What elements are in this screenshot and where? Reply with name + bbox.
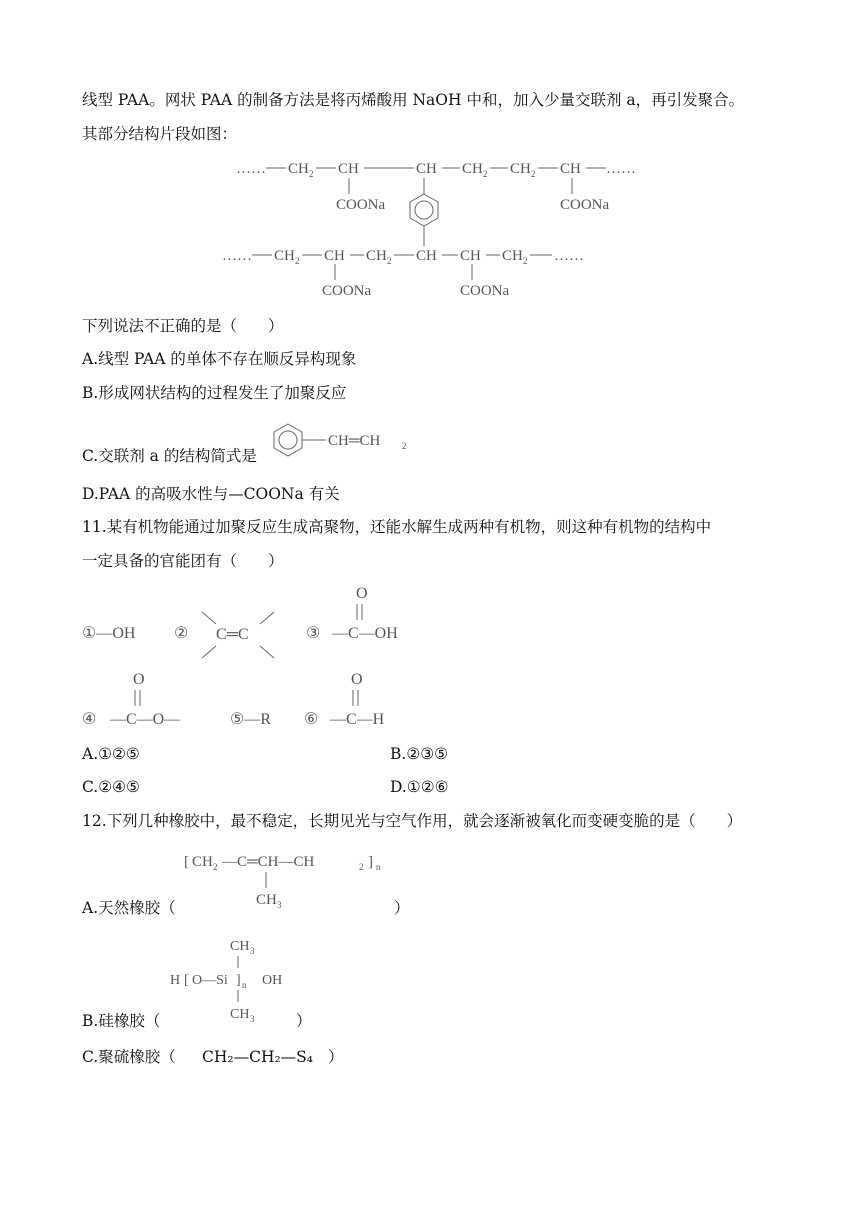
svg-text:2: 2 <box>402 441 407 451</box>
svg-text:CH: CH <box>288 161 309 177</box>
svg-text:CH: CH <box>274 248 295 264</box>
svg-text:[: [ <box>184 854 189 870</box>
q10-option-d: D.PAA 的高吸水性与—COONa 有关 <box>82 485 340 503</box>
svg-text:CH: CH <box>460 248 481 264</box>
q12-stem: 12.下列几种橡胶中，最不稳定，长期见光与空气作用，就会逐渐被氧化而变硬变脆的是（ ） <box>82 812 743 830</box>
svg-text:—C—OH: —C—OH <box>332 625 398 642</box>
svg-text:CH: CH <box>462 161 483 177</box>
q11-stem-line-2: 一定具备的官能团有（ ） <box>82 552 284 570</box>
svg-text:O: O <box>351 671 363 688</box>
svg-text:2: 2 <box>309 169 314 179</box>
svg-text:2: 2 <box>213 862 218 872</box>
svg-text:—C—O—: —C—O— <box>110 711 181 728</box>
svg-text:⑥: ⑥ <box>304 711 319 728</box>
svg-text:2: 2 <box>295 256 300 266</box>
svg-text:O: O <box>356 585 368 602</box>
svg-text:H: H <box>170 973 181 988</box>
svg-text:⑤—R: ⑤—R <box>230 711 272 728</box>
svg-text:2: 2 <box>359 862 364 872</box>
functional-groups-figure <box>80 582 480 732</box>
svg-text:COONa: COONa <box>560 197 610 213</box>
svg-text:C═C: C═C <box>216 626 249 643</box>
svg-text:2: 2 <box>387 256 392 266</box>
styrene-divinyl-formula <box>270 418 440 468</box>
svg-text:CH═CH: CH═CH <box>328 433 381 449</box>
q10-option-c: C.交联剂 a 的结构简式是 <box>82 447 257 465</box>
svg-text:CH: CH <box>324 248 345 264</box>
q10-stem: 下列说法不正确的是（ ） <box>82 317 284 335</box>
svg-text:……: …… <box>606 161 636 177</box>
svg-text:COONa: COONa <box>322 283 372 299</box>
q11-option-a: A.①②⑤ <box>82 745 140 763</box>
svg-text:③: ③ <box>306 625 321 642</box>
svg-text:—C—H: —C—H <box>330 711 385 728</box>
svg-text:OH: OH <box>262 973 283 988</box>
paa-network-structure <box>0 150 860 299</box>
intro-line-2: 其部分结构片段如图： <box>82 125 238 143</box>
q12-option-c-close: ） <box>328 1048 344 1066</box>
natural-rubber-formula <box>184 848 414 908</box>
q11-stem-line-1: 11.某有机物能通过加聚反应生成高聚物，还能水解生成两种有机物，则这种有机物的结构中 <box>82 518 712 536</box>
svg-text:3: 3 <box>250 946 255 956</box>
svg-text:3: 3 <box>277 900 282 910</box>
svg-text:……: …… <box>222 248 252 264</box>
svg-text:……: …… <box>554 248 584 264</box>
svg-text:]: ] <box>236 973 241 988</box>
q11-option-b: B.②③⑤ <box>390 745 449 763</box>
q12-option-b-label: B.硅橡胶（ <box>82 1012 161 1030</box>
svg-text:—C═CH—CH: —C═CH—CH <box>222 854 315 870</box>
svg-text:CH: CH <box>416 161 437 177</box>
svg-text:CH: CH <box>256 892 277 908</box>
q12-option-a-close: ） <box>394 899 410 917</box>
q12-option-a-label: A.天然橡胶（ <box>82 899 176 917</box>
svg-text:CH: CH <box>230 939 250 954</box>
q12-option-b-close: ） <box>296 1012 312 1030</box>
svg-text:CH: CH <box>416 248 437 264</box>
q12-option-c-label: C.聚硫橡胶（ <box>82 1048 176 1066</box>
svg-text:2: 2 <box>523 256 528 266</box>
svg-text:CH: CH <box>230 1007 250 1022</box>
group-1-hydroxyl: ①—OH <box>82 625 136 642</box>
svg-text:n: n <box>376 862 381 872</box>
q10-option-b: B.形成网状结构的过程发生了加聚反应 <box>82 384 347 402</box>
svg-text:]: ] <box>368 854 373 870</box>
svg-text:COONa: COONa <box>336 197 386 213</box>
svg-text:……: …… <box>236 161 266 177</box>
svg-text:CH: CH <box>502 248 523 264</box>
svg-text:④: ④ <box>82 711 97 728</box>
svg-text:CH: CH <box>338 161 359 177</box>
polysulfide-formula: CH₂—CH₂—S₄ <box>202 1048 314 1066</box>
svg-text:CH: CH <box>192 854 213 870</box>
svg-text:n: n <box>242 980 247 990</box>
svg-text:COONa: COONa <box>460 283 510 299</box>
svg-text:CH: CH <box>366 248 387 264</box>
svg-text:[: [ <box>184 973 189 988</box>
svg-text:CH: CH <box>510 161 531 177</box>
svg-text:2: 2 <box>483 169 488 179</box>
svg-text:O: O <box>133 671 145 688</box>
intro-line-1: 线型 PAA。网状 PAA 的制备方法是将丙烯酸用 NaOH 中和，加入少量交联剂 a，再引发聚合。 <box>82 91 745 109</box>
svg-text:2: 2 <box>531 169 536 179</box>
svg-text:O—Si: O—Si <box>192 973 228 988</box>
svg-text:3: 3 <box>250 1014 255 1024</box>
svg-text:CH: CH <box>560 161 581 177</box>
group-2-number: ② <box>174 625 189 642</box>
q11-option-d: D.①②⑥ <box>390 778 449 796</box>
q11-option-c: C.②④⑤ <box>82 778 140 796</box>
q10-option-a: A.线型 PAA 的单体不存在顺反异构现象 <box>82 350 357 368</box>
